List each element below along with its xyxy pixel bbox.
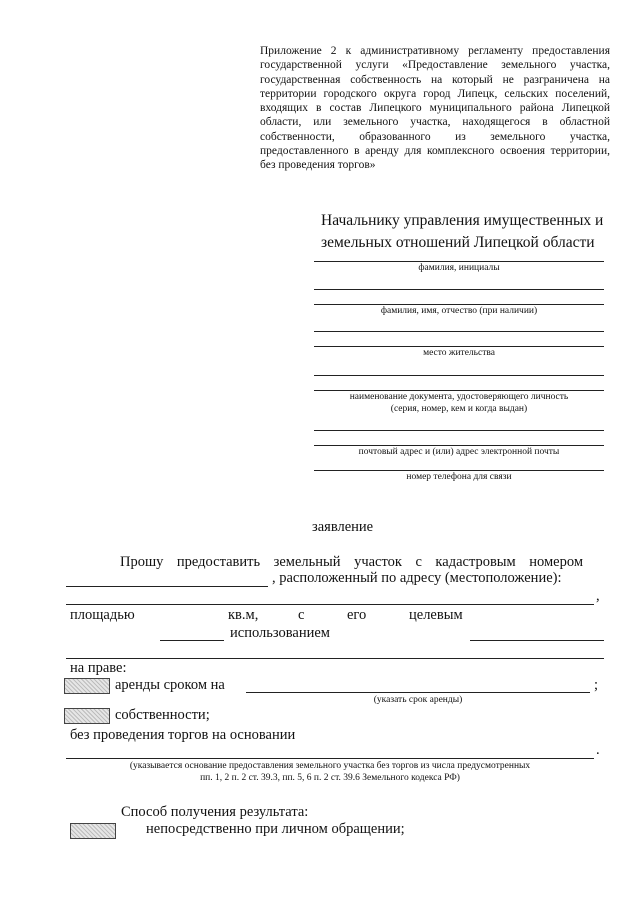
basis-caption-2: пп. 1, 2 п. 2 ст. 39.3, пп. 5, 6 п. 2 ст. 39.6 Земельного кодекса РФ) [200, 773, 460, 783]
residence-caption: место жительства [423, 348, 495, 358]
surname-line-2[interactable] [314, 289, 604, 290]
cadastral-number-field[interactable] [66, 586, 268, 587]
lease-caption: (указать срок аренды) [373, 695, 463, 705]
address-intro: , расположенный по адресу (местоположение): [272, 570, 562, 586]
ownership-label: собственности; [115, 707, 210, 723]
id-doc-caption-1: наименование документа, удостоверяющего личность [349, 392, 569, 402]
its-label: его [347, 607, 367, 623]
id-doc-line-1[interactable] [314, 375, 604, 376]
in-person-label: непосредственно при личном обращении; [146, 821, 405, 837]
phone-caption: номер телефона для связи [406, 472, 512, 482]
basis-period: . [596, 742, 600, 758]
statement-title: заявление [312, 519, 374, 535]
fullname-caption: фамилия, имя, отчество (при наличии) [380, 306, 538, 316]
id-doc-line-2[interactable] [314, 390, 604, 391]
sqm-label: кв.м, [228, 607, 259, 623]
lease-checkbox[interactable] [64, 678, 110, 694]
surname-line[interactable] [314, 261, 604, 262]
ownership-checkbox[interactable] [64, 708, 110, 724]
postal-caption: почтовый адрес и (или) адрес электронной почты [358, 447, 560, 457]
usage-label: использованием [230, 625, 330, 641]
purpose-label: целевым [409, 607, 463, 623]
right-label: на праве: [70, 660, 127, 676]
fullname-line[interactable] [314, 304, 604, 305]
residence-line-1[interactable] [314, 331, 604, 332]
postal-line-1[interactable] [314, 430, 604, 431]
purpose-field[interactable] [470, 640, 604, 641]
id-doc-caption-2: (серия, номер, кем и когда выдан) [390, 404, 528, 414]
residence-line-2[interactable] [314, 346, 604, 347]
postal-line-2[interactable] [314, 445, 604, 446]
address-field[interactable] [66, 604, 594, 605]
surname-caption: фамилия, инициалы [418, 263, 500, 273]
area-field[interactable] [160, 640, 224, 641]
result-heading: Способ получения результата: [121, 804, 309, 820]
area-label: площадью [70, 607, 135, 623]
basis-caption-1: (указывается основание предоставления земельного участка без торгов из числа предусмотренных [129, 761, 531, 771]
in-person-checkbox[interactable] [70, 823, 116, 839]
purpose-field-2[interactable] [66, 658, 604, 659]
appendix-text: Приложение 2 к административному регламенту предоставления государственной услуги «Предоставление земельного участка, государственная собственность на который не разграничена на территории городского округа город Липецк, сельских поселений, входящих в состав Липецкого муниципального района Липецкой области, или земельного участка, находящегося в областной собственности, образованного из земельного участка, предоставленного в аренду для комплексного освоения территории, без проведения торгов» [260, 45, 610, 172]
lease-term-field[interactable] [246, 692, 590, 693]
lease-semicolon: ; [594, 677, 599, 693]
lease-label: аренды сроком на [115, 677, 225, 693]
address-comma: , [596, 588, 600, 604]
addressee-text: Начальнику управления имущественных и земельных отношений Липецкой области [321, 212, 604, 251]
with-label: с [298, 607, 305, 623]
no-tender-label: без проведения торгов на основании [70, 727, 296, 743]
phone-line[interactable] [314, 470, 604, 471]
request-line: Прошу предоставить земельный участок с кадастровым номером [120, 554, 583, 570]
basis-field[interactable] [66, 758, 594, 759]
